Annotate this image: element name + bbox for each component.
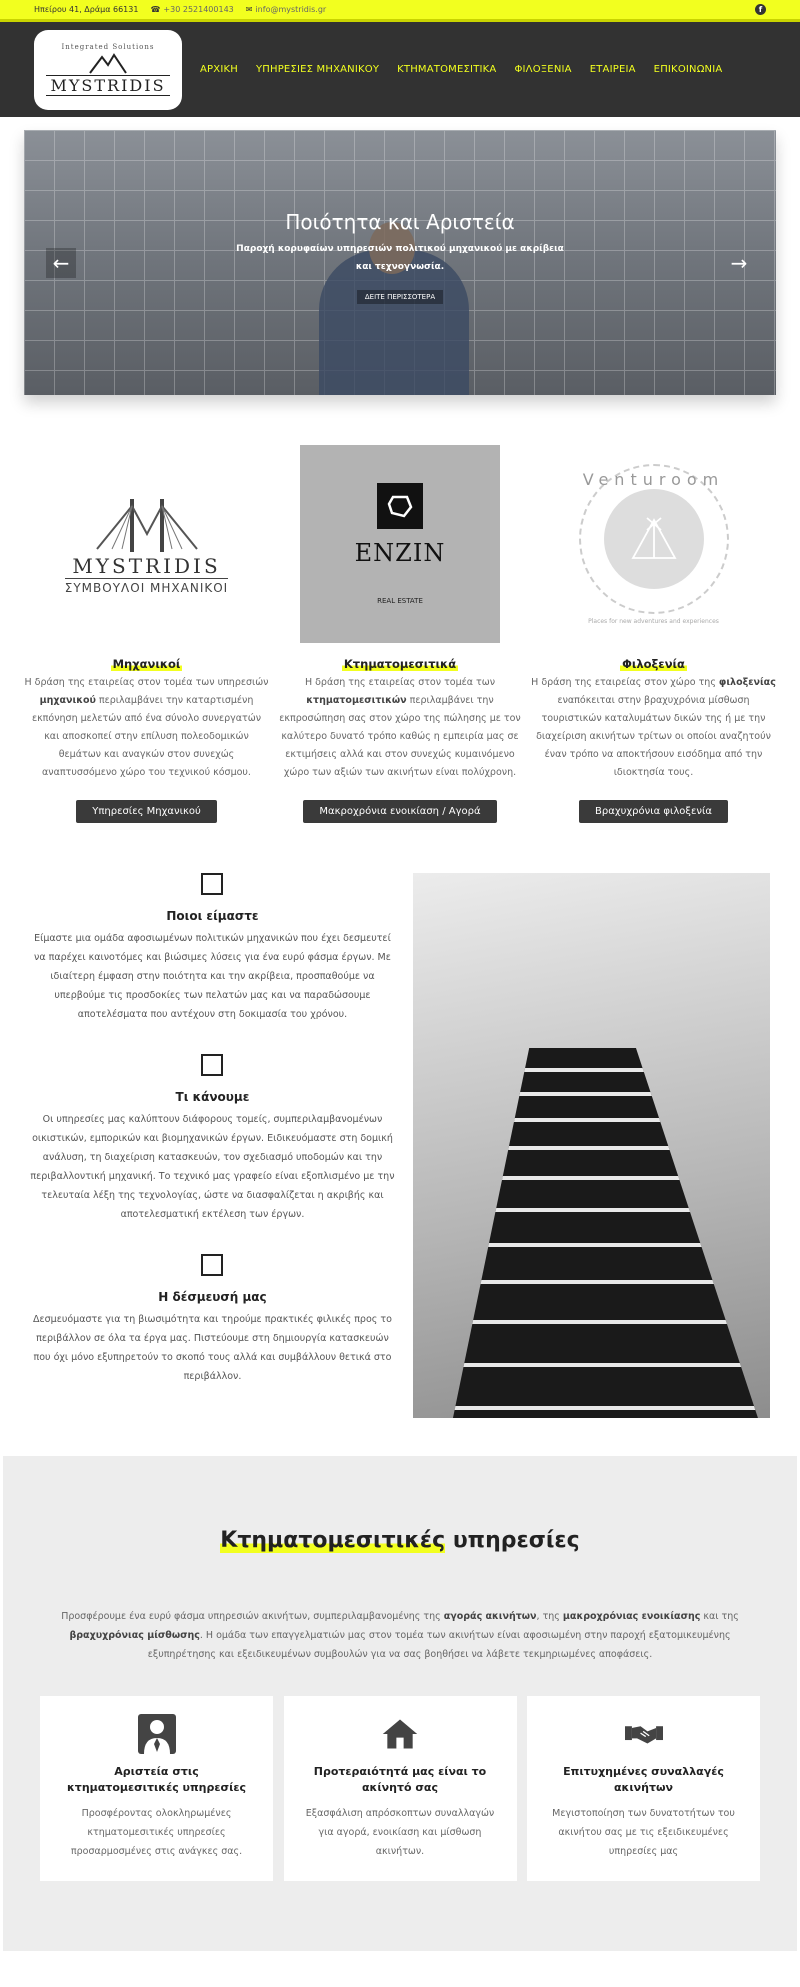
logo-name: MYSTRIDIS (46, 75, 169, 96)
mystridis-subtitle: ΣΥΜΒΟΥΛΟΙ ΜΗΧΑΝΙΚΟΙ (65, 578, 228, 595)
service-real-estate (278, 445, 523, 823)
engineering-services-button[interactable]: Υπηρεσίες Μηχανικού (76, 800, 217, 823)
services-section (0, 415, 800, 823)
contact-info (34, 5, 326, 14)
top-bar (0, 0, 800, 22)
email-address: info@mystridis.gr (255, 5, 327, 14)
square-icon (201, 1054, 223, 1076)
bridge-icon (92, 494, 202, 554)
feature-title: Προτεραιότητά μας είναι το ακίνητό σας (313, 1765, 487, 1794)
venturoom-logo-image[interactable] (554, 445, 754, 643)
service-description: Η δράση της εταιρείας στον τομέα των κτηματομεσιτικών περιλαμβάνει την εκπροσώπηση σας στον χώρο της πώλησης με τον καλύτερο δυνατό τρόπο καθώς η εμπειρία μας σε εκτιμήσεις αλλά και στον συνεχώς κυμαινόμενο χώρο των αξιών των ακινήτων είναι πολύχρονη. (279, 677, 521, 778)
nav-engineering[interactable]: ΥΠΗΡΕΣΙΕΣ ΜΗΧΑΝΙΚΟΥ (255, 64, 380, 75)
mystridis-logo-image[interactable] (47, 445, 247, 643)
handshake-icon (625, 1714, 663, 1754)
service-engineers (24, 445, 269, 823)
hero-content (24, 210, 776, 304)
square-icon (201, 1254, 223, 1276)
hero-subtitle: Παροχή κορυφαίων υπηρεσιών πολιτικού μηχανικού με ακρίβεια και τεχνογνωσία. (236, 244, 564, 272)
email-link[interactable] (246, 5, 326, 14)
main-nav (200, 64, 722, 75)
about-text: Είμαστε μια ομάδα αφοσιωμένων πολιτικών μηχανικών που έχει δεσμευτεί να παρέχει καινοτόμες και βιώσιμες λύσεις για ένα ευρύ φάσμα έργων. Με ιδιαίτερη έμφαση στην ποιότητα και την ακρίβεια, προσπαθούμε να υπερβούμε τις προσδοκίες των πελατών μας και να παραδώσουμε αποτελέσματα που αντέχουν στη δοκιμασία του χρόνου. (34, 933, 391, 1020)
feature-text: Εξασφάλιση απρόσκοπτων συναλλαγών για αγορά, ενοικίαση και μίσθωση ακινήτων. (305, 1808, 495, 1857)
address: Ηπείρου 41, Δράμα 66131 (34, 5, 139, 14)
service-hospitality (531, 445, 776, 823)
house-icon (381, 1714, 419, 1754)
service-title: Μηχανικοί (112, 657, 181, 671)
site-logo[interactable] (34, 30, 182, 110)
nav-home[interactable]: ΑΡΧΙΚΗ (200, 64, 238, 75)
about-text: Οι υπηρεσίες μας καλύπτουν διάφορους τομείς, συμπεριλαμβανομένων οικιστικών, εμπορικών και βιομηχανικών έργων. Ειδικευόμαστε στη δομική ανάλυση, τη διαχείριση κατασκευών, τον σχεδιασμό υποδομών και την περιβαλλοντική μηχανική. Το τεχνικό μας γραφείο είναι εξοπλισμένο με την τελευταία λέξη της τεχνολογίας, ώστε να διασφαλίζεται η ακριβής και αποτελεσματική εκτέλεση των έργων. (30, 1114, 395, 1220)
feature-card (284, 1696, 517, 1881)
long-term-rental-button[interactable]: Μακροχρόνια ενοικίαση / Αγορά (303, 800, 496, 823)
feature-card (527, 1696, 760, 1881)
venturoom-tagline: Places for new adventures and experiences (588, 617, 719, 625)
about-section (0, 823, 800, 1418)
email-icon: ✉ (245, 5, 253, 14)
phone-number: +30 2521400143 (163, 5, 234, 14)
feature-title: Αριστεία στις κτηματομεσιτικές υπηρεσίες (66, 1765, 246, 1794)
about-title: Ποιοι είμαστε (166, 909, 259, 923)
venturoom-inner-circle (604, 489, 704, 589)
nav-real-estate[interactable]: ΚΤΗΜΑΤΟΜΕΣΙΤΙΚΑ (397, 64, 497, 75)
phone-link[interactable] (150, 5, 233, 14)
nav-company[interactable]: ΕΤΑΙΡΕΙΑ (589, 64, 636, 75)
real-estate-heading: Κτηματομεσιτικές υπηρεσίες (220, 1528, 580, 1553)
hero-section (0, 117, 800, 415)
logo-tagline: Integrated Solutions (61, 43, 155, 51)
service-title: Κτηματομεσιτικά (343, 657, 457, 671)
enzin-logo-image[interactable] (300, 445, 500, 643)
about-what-we-do (30, 1054, 395, 1224)
hero-slider (24, 130, 776, 395)
square-icon (201, 873, 223, 895)
phone-icon: ☎ (150, 5, 161, 14)
real-estate-section (3, 1456, 797, 1951)
nav-hospitality[interactable]: ΦΙΛΟΞΕΝΙΑ (514, 64, 572, 75)
service-description: Η δράση της εταιρείας στον τομέα των υπηρεσιών μηχανικού περιλαμβάνει την καταρτισμένη εκπόνηση μελετών από ένα σύνολο συνεργατών και αποσκοπεί στην επίλυση πολεοδομικών θεμάτων και αναγκών στον συνεχώς αναπτυσσόμενο χώρο του τεχνικού κόσμου. (24, 677, 269, 778)
slider-prev-arrow-icon[interactable]: ← (46, 248, 76, 278)
nav-contact[interactable]: ΕΠΙΚΟΙΝΩΝΙΑ (653, 64, 723, 75)
real-estate-cards (40, 1696, 760, 1881)
feature-title: Επιτυχημένες συναλλαγές ακινήτων (563, 1765, 724, 1794)
header (0, 22, 800, 117)
enzin-emblem-icon (377, 483, 423, 529)
feature-card (40, 1696, 273, 1881)
about-title: Τι κάνουμε (175, 1090, 250, 1104)
short-term-hospitality-button[interactable]: Βραχυχρόνια φιλοξενία (579, 800, 728, 823)
feature-text: Μεγιστοποίηση των δυνατοτήτων του ακινήτου σας με τις εξειδικευμένες υπηρεσίες μας (552, 1808, 735, 1857)
about-commitment (30, 1254, 395, 1386)
venturoom-wordmark: Venturoom (582, 469, 725, 489)
venturoom-emblem (579, 464, 729, 614)
building-photo (413, 873, 770, 1418)
enzin-wordmark: ENZIN (354, 539, 446, 567)
businessman-icon (138, 1714, 176, 1754)
about-who-we-are (30, 873, 395, 1024)
about-text-column (30, 873, 395, 1418)
mystridis-wordmark: MYSTRIDIS (72, 553, 221, 578)
enzin-subtitle: REAL ESTATE (377, 597, 423, 605)
facebook-icon[interactable]: f (755, 4, 766, 15)
hero-title: Ποιότητα και Αριστεία (285, 210, 515, 234)
about-title: Η δέσμευσή μας (158, 1290, 267, 1304)
hero-more-button[interactable]: ΔΕΙΤΕ ΠΕΡΙΣΣΟΤΕΡΑ (357, 290, 443, 304)
logo-mountain-icon (88, 51, 128, 75)
service-title: Φιλοξενία (622, 657, 685, 671)
tent-icon (629, 516, 679, 562)
tower-building-image (453, 1048, 758, 1418)
service-description: Η δράση της εταιρείας στον χώρο της φιλοξενίας εναπόκειται στην βραχυχρόνια μίσθωση τουριστικών καταλυμάτων δικών της ή με την διαχείριση ακινήτων τρίτων οι οποίοι αναζητούν έναν τρόπο να αποκτήσουν εισόδημα από την ιδιοκτησία τους. (531, 677, 776, 778)
about-text: Δεσμευόμαστε για τη βιωσιμότητα και τηρούμε πρακτικές φιλικές προς το περιβάλλον σε όλα τα έργα μας. Πιστεύουμε στη δημιουργία κατασκευών που όχι μόνο εξυπηρετούν το σκοπό τους αλλά και συμβάλλουν θετικά στο περιβάλλον. (33, 1314, 392, 1382)
feature-text: Προσφέροντας ολοκληρωμένες κτηματομεσιτικές υπηρεσίες προσαρμοσμένες στις ανάγκες σας. (70, 1808, 243, 1857)
real-estate-intro: Προσφέρουμε ένα ευρύ φάσμα υπηρεσιών ακινήτων, συμπεριλαμβανομένης της αγοράς ακινήτων, της μακροχρόνιας ενοικίασης και της βραχυχρόνιας μίσθωσης. Η ομάδα των επαγγελματιών μας στον τομέα των ακινήτων είναι αφοσιωμένη στην παροχή εξατομικευμένης εξυπηρέτησης και εξειδικευμένων συμβουλών για να σας βοηθήσει να λάβετε τεκμηριωμένες αποφάσεις. (61, 1611, 739, 1660)
slider-next-arrow-icon[interactable]: → (730, 251, 748, 275)
